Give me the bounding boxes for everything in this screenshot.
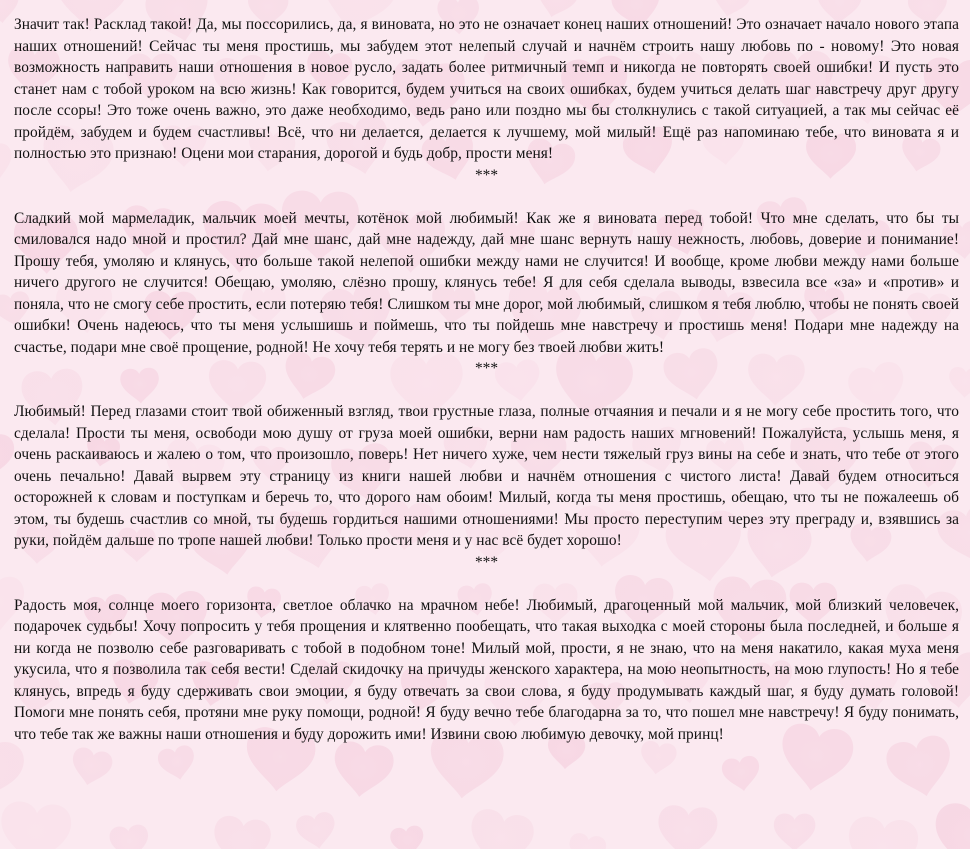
heart-decoration: [638, 740, 678, 777]
spacer: [14, 186, 959, 208]
paragraph-2: Сладкий мой мармеладик, мальчик моей мечты, котёнок мой любимый! Как же я виновата перед тобой! Что мне сделать, что бы ты смиловался надо мной и простил? Дай мне шанс, дай мне надежду, дай мне шанс вернуть нашу нежность, любовь, доверие и понимание! Прошу тебя, умоляю и клянусь, что больше такой нелепой ошибки между нами не случится! И вообще, кроме любви между нами больше ничего другого не случится! Обещаю, умоляю, слёзно прошу, клянусь тебе! Я для себя сделала выводы, взвесила все «за» и «против» и поняла, что не смогу себе простить, если потеряю тебя! Слишком ты мне дорог, мой любимый, слишком я тебя люблю, чтобы не понять своей ошибки! Очень надеюсь, что ты меня услышишь и поймешь, что ты пойдешь мне навстречу и простишь меня! Подари мне надежду на счастье, подари мне своё прощение, родной! Не хочу тебя терять и не могу без твоей любви жить!: [14, 209, 959, 356]
heart-decoration: [932, 802, 970, 849]
separator-3: ***: [474, 553, 499, 571]
spacer: [14, 573, 959, 595]
heart-decoration: [210, 814, 273, 849]
paragraph-4: Радость моя, солнце моего горизонта, светлое облачко на мрачном небе! Любимый, драгоценный мой мальчик, мой близкий человечек, подарочек судьбы! Хочу попросить у тебя прощения и клятвенно пообещать, что такая выходка с моей стороны была последней, и больше я ни когда не позволю себе разговаривать с тобой в подобном тоне! Милый мой, прости, я не знаю, что на меня накатило, какая муха меня укусила, что я позволила так себя вести! Сделай скидочку на причуды женского характера, на мою неопытность, на мою глупость! Но я тебе клянусь, впредь я буду сдерживать свои эмоции, я буду отвечать за свои слова, я буду продумывать каждый шаг, я буду думать головой! Помоги мне понять себя, протяни мне руку помощи, родной! Я буду вечно тебе благодарна за то, что пошел мне навстречу! Я буду понимать, что тебе так же важны наши отношения и буду дорожить ими! Извини свою любимую девочку, мой принц!: [14, 596, 959, 743]
heart-decoration: [156, 744, 198, 783]
separator-2: ***: [474, 360, 499, 377]
heart-decoration: [330, 740, 396, 801]
heart-decoration: [464, 806, 537, 849]
heart-decoration: [656, 804, 719, 849]
heart-decoration: [774, 813, 816, 849]
heart-decoration: [566, 832, 608, 849]
heart-decoration: [109, 824, 151, 849]
spacer: [14, 380, 959, 402]
heart-decoration: [845, 815, 920, 849]
separator-1: ***: [474, 166, 499, 184]
paragraph-3: Любимый! Перед глазами стоит твой обиженный взгляд, твои грустные глаза, полные отчаяния и печали и я не могу себе простить того, что сделала! Прости ты меня, освободи мою душу от груза моей ошибки, верни нам радость наших мгновений! Пожалуйста, услышь меня, я очень раскаиваюсь и жалею о том, что произошло, поверь! Нет ничего хуже, чем нести тяжелый груз вины на себе и знать, что тебе от этого очень печально! Давай вырвем эту страницу из книги нашей любви и начнём отношения с чистого листа! Давай будем относиться осторожней к словам и поступкам и беречь то, что дорого нам обоим! Милый, когда ты меня простишь, обещаю, что ты не пожалеешь об этом, ты будешь счастлив со мной, ты будешь гордиться нашими отношениями! Мы просто переступим через эту преграду и, взявшись за руки, пойдём дальше по тропе нашей любви! Только прости меня и у нас всё будет хорошо!: [14, 403, 959, 549]
heart-decoration: [68, 746, 115, 790]
heart-decoration: [389, 824, 426, 849]
paragraph-1: Значит так! Расклад такой! Да, мы поссорились, да, я виновата, но это не означает конец наших отношений! Это означает начало нового этапа наших отношений! Сейчас ты меня простишь, мы забудем этот нелепый случай и начнём строить нашу любовь по - новому! Это новая возможность направить наши отношения в новое русло, задать более ритмичный темп и никогда не повторять своей ошибки! И пусть это станет нам с тобой уроком на всю жизнь! Как говорится, будем учиться на своих ошибках, будем учиться делать шаг навстречу друг другу после ссоры! Это тоже очень важно, это даже необходимо, ведь рано или поздно мы бы столкнулись с такой ситуацией, а так мы сейчас её пройдём, забудем и будем счастливы! Всё, что ни делается, делается к лучшему, мой милый! Ещё раз напоминаю тебе, что виновата я и полностью это признаю! Оцени мои старания, дорогой и будь добр, прости меня!: [14, 16, 959, 162]
heart-decoration: [721, 755, 763, 794]
heart-decoration: [295, 811, 339, 849]
heart-decoration: [0, 800, 73, 849]
